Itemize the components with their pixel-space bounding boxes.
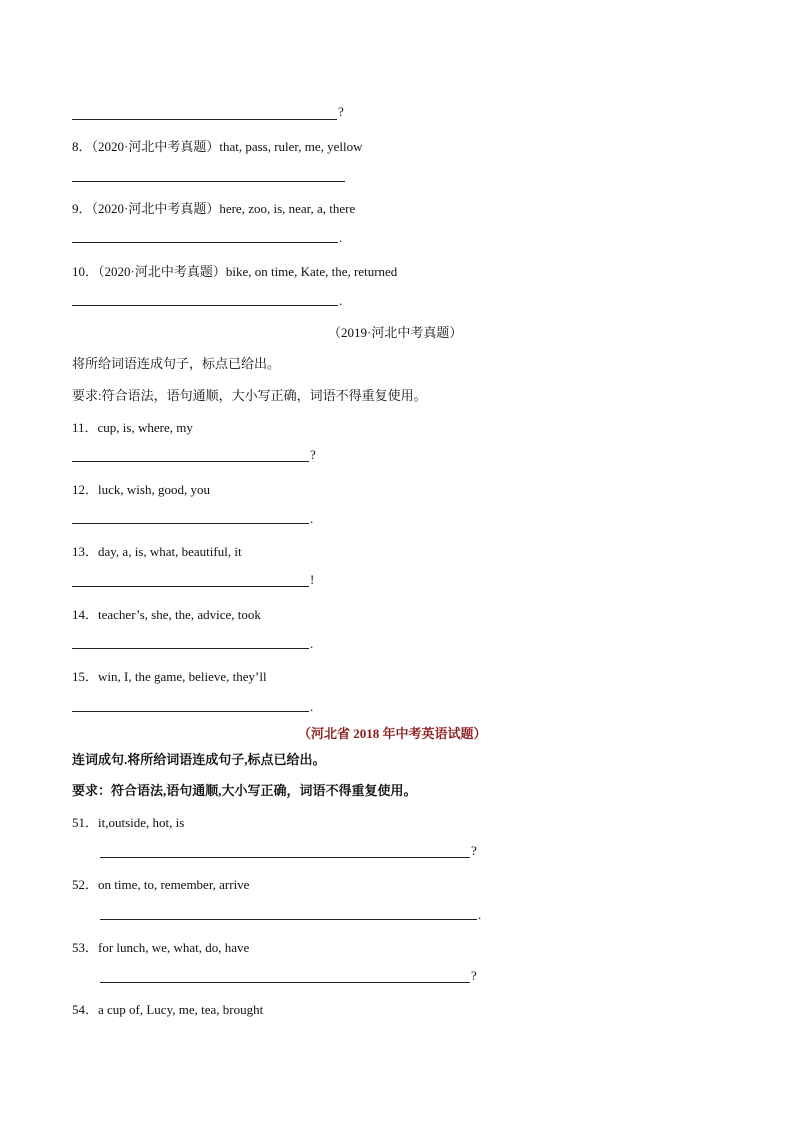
answer-punctuation: ? [310, 447, 316, 462]
answer-line[interactable] [72, 711, 309, 712]
answer-punctuation: ? [471, 968, 477, 983]
answer-line[interactable] [100, 857, 470, 858]
answer-line[interactable] [72, 523, 309, 524]
question-item-54: 54．a cup of, Lucy, me, tea, brought [72, 1002, 264, 1017]
answer-line[interactable] [72, 305, 338, 306]
answer-line[interactable] [72, 119, 337, 120]
answer-punctuation: . [310, 511, 314, 526]
section-instruction: 将所给词语连成句子，标点已给出。 [72, 356, 281, 371]
question-item-9: 9．（2020·河北中考真题）here, zoo, is, near, a, there [72, 201, 356, 216]
question-item-14: 14．teacher’s, she, the, advice, took [72, 607, 261, 622]
section-title-2018: （河北省 2018 年中考英语试题） [298, 726, 487, 741]
answer-punctuation: . [310, 636, 314, 651]
answer-line[interactable] [72, 461, 309, 462]
answer-line[interactable] [72, 586, 309, 587]
answer-punctuation: ? [471, 843, 477, 858]
question-item-13: 13．day, a, is, what, beautiful, it [72, 544, 242, 559]
section-title-2019: （2019·河北中考真题） [328, 325, 463, 340]
question-item-53: 53．for lunch, we, what, do, have [72, 940, 250, 955]
question-item-15: 15．win, I, the game, believe, they’ll [72, 669, 267, 684]
answer-line[interactable] [72, 242, 338, 243]
answer-line[interactable] [72, 648, 309, 649]
question-item-51: 51．it,outside, hot, is [72, 815, 185, 830]
section-requirement: 要求:符合语法，语句通顺，大小写正确，词语不得重复使用。 [72, 388, 427, 403]
section-instruction: 连词成句.将所给词语连成句子,标点已给出。 [72, 752, 326, 767]
question-item-12: 12．luck, wish, good, you [72, 482, 210, 497]
section-requirement: 要求：符合语法,语句通顺,大小写正确，词语不得重复使用。 [72, 783, 417, 798]
answer-punctuation: ? [338, 104, 344, 119]
answer-punctuation: . [339, 293, 343, 308]
answer-line[interactable] [100, 919, 477, 920]
answer-punctuation: . [478, 907, 482, 922]
question-item-8: 8．（2020·河北中考真题）that, pass, ruler, me, yellow [72, 139, 363, 154]
answer-punctuation: ! [310, 572, 315, 587]
answer-punctuation: . [339, 230, 343, 245]
question-item-10: 10．（2020·河北中考真题）bike, on time, Kate, the, returned [72, 264, 398, 279]
answer-line[interactable] [100, 982, 470, 983]
question-item-11: 11．cup, is, where, my [72, 420, 193, 435]
answer-punctuation: . [310, 699, 314, 714]
answer-line[interactable] [72, 181, 345, 182]
question-item-52: 52．on time, to, remember, arrive [72, 877, 250, 892]
